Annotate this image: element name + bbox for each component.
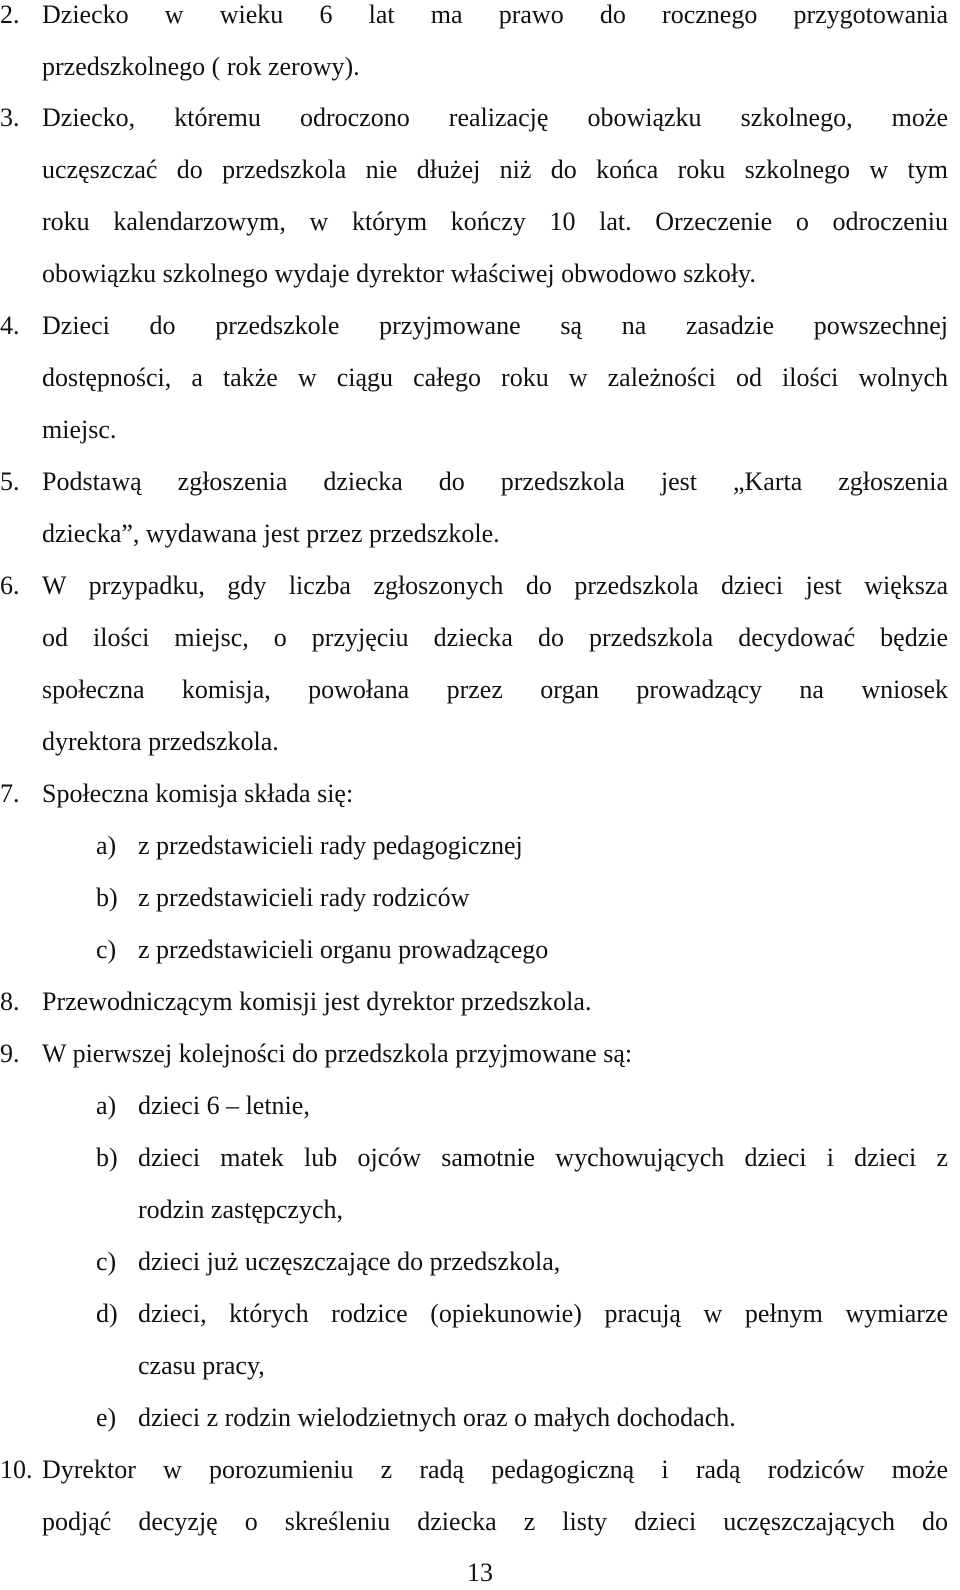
sub-item-text: rodzin zastępczych, bbox=[138, 1195, 344, 1224]
list-item bbox=[0, 467, 960, 497]
item-number: 10. bbox=[0, 1455, 33, 1484]
item-text-line: miejsc. bbox=[42, 415, 117, 444]
item-number: 4. bbox=[0, 311, 20, 340]
sub-item-text: czasu pracy, bbox=[138, 1351, 265, 1380]
sub-item-text: z przedstawicieli rady pedagogicznej bbox=[138, 831, 523, 860]
list-item-continuation bbox=[0, 155, 960, 185]
sub-item-text: dzieci już uczęszczające do przedszkola, bbox=[138, 1247, 561, 1276]
item-text-line: roku kalendarzowym, w którym kończy 10 lat. Orzeczenie o odroczeniu bbox=[42, 207, 948, 236]
item-number: 7. bbox=[0, 779, 20, 808]
item-number: 2. bbox=[0, 0, 20, 29]
item-text-line: dostępności, a także w ciągu całego roku w zależności od ilości wolnych bbox=[42, 363, 948, 392]
list-item bbox=[0, 1455, 960, 1485]
sub-item-letter: d) bbox=[96, 1299, 118, 1328]
item-number: 6. bbox=[0, 571, 20, 600]
item-text-line: Dziecko w wieku 6 lat ma prawo do rocznego przygotowania bbox=[42, 0, 948, 29]
sub-item-text: dzieci z rodzin wielodzietnych oraz o małych dochodach. bbox=[138, 1403, 736, 1432]
item-text-line: Dyrektor w porozumieniu z radą pedagogiczną i radą rodziców może bbox=[42, 1455, 948, 1484]
sub-item-letter: c) bbox=[96, 935, 117, 964]
list-item-continuation bbox=[0, 363, 960, 393]
item-number: 3. bbox=[0, 103, 20, 132]
sub-item-letter: a) bbox=[96, 831, 117, 860]
item-text-line: Dzieci do przedszkole przyjmowane są na zasadzie powszechnej bbox=[42, 311, 948, 340]
list-item bbox=[0, 103, 960, 133]
item-text-line: od ilości miejsc, o przyjęciu dziecka do przedszkola decydować będzie bbox=[42, 623, 948, 652]
item-number: 5. bbox=[0, 467, 20, 496]
sub-item-text: dzieci matek lub ojców samotnie wychowujących dzieci i dzieci z bbox=[138, 1143, 948, 1172]
item-text-line: Społeczna komisja składa się: bbox=[42, 779, 354, 808]
item-text-line: społeczna komisja, powołana przez organ prowadzący na wniosek bbox=[42, 675, 948, 704]
item-number: 9. bbox=[0, 1039, 20, 1068]
sub-item-letter: a) bbox=[96, 1091, 117, 1120]
sub-list-item bbox=[0, 1299, 960, 1329]
list-item bbox=[0, 0, 960, 30]
item-text-line: uczęszczać do przedszkola nie dłużej niż do końca roku szkolnego w tym bbox=[42, 155, 948, 184]
item-text-line: Dziecko, któremu odroczono realizację obowiązku szkolnego, może bbox=[42, 103, 948, 132]
list-item-continuation bbox=[0, 623, 960, 653]
list-item-continuation bbox=[0, 1507, 960, 1537]
sub-item-text: dzieci, których rodzice (opiekunowie) pracują w pełnym wymiarze bbox=[138, 1299, 948, 1328]
item-text-line: przedszkolnego ( rok zerowy). bbox=[42, 52, 360, 81]
page-number: 13 bbox=[467, 1558, 493, 1587]
item-text-line: W pierwszej kolejności do przedszkola przyjmowane są: bbox=[42, 1039, 633, 1068]
list-item bbox=[0, 571, 960, 601]
sub-item-text: z przedstawicieli organu prowadzącego bbox=[138, 935, 549, 964]
sub-item-letter: b) bbox=[96, 883, 118, 912]
item-text-line: dyrektora przedszkola. bbox=[42, 727, 279, 756]
sub-item-text: z przedstawicieli rady rodziców bbox=[138, 883, 470, 912]
item-text-line: Przewodniczącym komisji jest dyrektor przedszkola. bbox=[42, 987, 592, 1016]
item-text-line: W przypadku, gdy liczba zgłoszonych do przedszkola dzieci jest większa bbox=[42, 571, 948, 600]
item-text-line: dziecka”, wydawana jest przez przedszkole. bbox=[42, 519, 500, 548]
item-text-line: podjąć decyzję o skreśleniu dziecka z listy dzieci uczęszczających do bbox=[42, 1507, 948, 1536]
item-text-line: Podstawą zgłoszenia dziecka do przedszkola jest „Karta zgłoszenia bbox=[42, 467, 948, 496]
item-number: 8. bbox=[0, 987, 20, 1016]
list-item bbox=[0, 311, 960, 341]
sub-item-letter: c) bbox=[96, 1247, 117, 1276]
sub-item-letter: e) bbox=[96, 1403, 117, 1432]
item-text-line: obowiązku szkolnego wydaje dyrektor właściwej obwodowo szkoły. bbox=[42, 259, 756, 288]
list-item-continuation bbox=[0, 207, 960, 237]
sub-item-letter: b) bbox=[96, 1143, 118, 1172]
sub-list-item bbox=[0, 1143, 960, 1173]
sub-item-text: dzieci 6 – letnie, bbox=[138, 1091, 310, 1120]
list-item-continuation bbox=[0, 675, 960, 705]
